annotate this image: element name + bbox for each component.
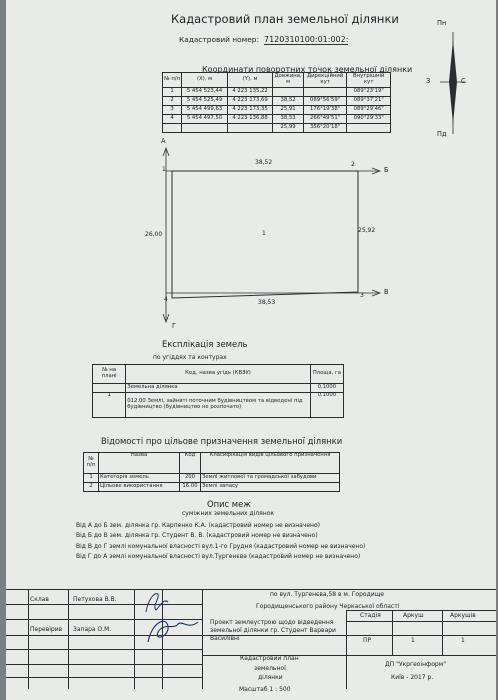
table-cell: 5 454 523,44: [182, 88, 228, 97]
side-length-left: 26,00: [145, 231, 163, 238]
table-header-row: [84, 453, 340, 474]
doc-name-line-3: ділянки: [258, 674, 283, 681]
header-cell: № п/п: [163, 73, 182, 88]
point-number: 1: [162, 166, 166, 173]
compass-rose: [430, 30, 476, 136]
city-year: Київ - 2017 р.: [391, 674, 434, 681]
header-cell: (X), м: [182, 73, 228, 88]
table-cell: 3: [163, 106, 182, 115]
table-row: [163, 124, 391, 133]
cadastral-number: 7120310100:01:002:: [264, 35, 349, 44]
table-cell: 0,1000: [310, 384, 343, 393]
point-letter-a: А: [161, 137, 166, 145]
header-cell: Дирекційний кут: [303, 73, 347, 88]
table-cell: 5 454 525,49: [182, 97, 228, 106]
parcel-plan: [6, 0, 496, 340]
signature-2: [144, 612, 202, 652]
explication-title: Експлікація земель: [162, 339, 248, 349]
project-name: Проект землеустрою щодо відведення земельної ділянки гр. Студент Варвари Василівні: [210, 619, 336, 643]
table-row: [163, 88, 391, 97]
compass-south: Пд: [437, 130, 447, 138]
header-cell: Внутрішній кут: [347, 73, 391, 88]
point-number: 4: [164, 296, 168, 303]
document-sheet: [6, 0, 496, 700]
point-letter-g: Г: [172, 322, 177, 330]
table-cell: [303, 88, 347, 97]
stamp-name-2: Запара О.М.: [73, 626, 112, 633]
table-cell: 089°37'21": [347, 97, 391, 106]
table-cell: [227, 124, 273, 133]
table-header-row: [93, 365, 344, 384]
table-cell: Категорія земель: [99, 474, 180, 483]
header-cell: № п/п: [84, 453, 99, 474]
table-cell: 356°20'18": [303, 124, 347, 133]
table-cell: 0,1000: [310, 393, 343, 418]
coords-title: Координати поворотних точок земельної ділянки: [202, 65, 413, 74]
table-row: [84, 474, 340, 483]
table-cell: 1: [163, 88, 182, 97]
table-row: [163, 97, 391, 106]
border-line: Від А до Б зем. ділянка гр. Карпенко К.А. (кадастровий номер не визначено): [76, 522, 320, 529]
purpose-title: Відомості про цільове призначення земельної ділянки: [101, 436, 343, 446]
table-cell: Земельна ділянка: [126, 384, 310, 393]
table-cell: Цільове використання: [99, 483, 180, 492]
table-cell: [182, 124, 228, 133]
side-length-bottom: 38,53: [258, 299, 276, 306]
point-number: 2: [351, 161, 355, 168]
table-row: [163, 115, 391, 124]
address-line-2: Городищенського району Черкаської області: [256, 603, 400, 610]
table-cell: 25,91: [273, 106, 303, 115]
address-line-1: по вул. Тургенєва,58 в м. Городище: [270, 591, 384, 598]
doc-name-line-1: Кадастровий план: [240, 655, 299, 662]
table-cell: 1: [93, 393, 126, 418]
sheets-value: 1: [461, 637, 465, 644]
table-cell: 200: [180, 474, 201, 483]
table-cell: 089°23'19": [347, 88, 391, 97]
purpose-table: [83, 452, 340, 492]
parcel-number: 1: [262, 230, 266, 237]
side-length-top: 38,52: [255, 159, 273, 166]
header-cell: Код: [180, 453, 201, 474]
table-cell: 089°56'59": [303, 97, 347, 106]
compass-east: С: [461, 77, 466, 85]
cadastral-label: Кадастровий номер:: [179, 35, 259, 44]
table-cell: Землі запасу: [201, 483, 340, 492]
table-header-row: [163, 73, 391, 88]
border-line: Від Г до А землі комунальної власності вул.Тургенєва (кадастровий номер не визначено): [76, 553, 361, 560]
compass-west: З: [426, 77, 431, 85]
table-row: [93, 393, 344, 418]
table-cell: 090°29'33": [347, 115, 391, 124]
header-cell: Площа, га: [310, 365, 343, 384]
stage-value: ПР: [363, 637, 372, 644]
point-number: 3: [360, 292, 364, 299]
point-letter-b: Б: [384, 166, 389, 174]
header-cell: Назва: [99, 453, 180, 474]
table-cell: 2: [163, 97, 182, 106]
border-line: Від Б до В зем. ділянка гр. Студент В. В. (кадастровий номер не визначено): [76, 532, 318, 539]
table-cell: 38,53: [273, 115, 303, 124]
table-cell: 4 223 173,35: [227, 106, 273, 115]
explication-subtitle: по угіддях та контурах: [153, 354, 227, 361]
borders-subtitle: суміжних земельних ділянок: [182, 510, 274, 517]
table-cell: 16.00: [180, 483, 201, 492]
sheets-header: Аркушів: [450, 612, 476, 619]
table-cell: 25,99: [273, 124, 303, 133]
stage-header: Стадія: [360, 612, 381, 619]
header-cell: Класифікація видів цільового призначення: [201, 453, 340, 474]
table-cell: 5 454 499,63: [182, 106, 228, 115]
table-cell: 5 454 497,50: [182, 115, 228, 124]
table-row: [93, 384, 344, 393]
table-cell: 089°29'46": [347, 106, 391, 115]
header-cell: Довжина, м: [273, 73, 303, 88]
table-cell: 176°19'38": [303, 106, 347, 115]
table-cell: 38,52: [273, 97, 303, 106]
coordinates-table: [162, 72, 391, 133]
sheet-value: 1: [411, 637, 415, 644]
table-cell: 4: [163, 115, 182, 124]
table-cell: 4 223 136,88: [227, 115, 273, 124]
borders-title: Опис меж: [207, 499, 251, 509]
stamp-role-1: Склав: [30, 596, 49, 603]
stamp-name-1: Петухова В.В.: [73, 596, 117, 603]
sheet-header: Аркуш: [403, 612, 424, 619]
table-cell: 266°49'51": [303, 115, 347, 124]
table-cell: 012.00 Землі, зайняті поточним будівництвом та відведені під будівництво (будівництво не розпочато): [126, 393, 310, 418]
border-line: Від В до Г землі комунальної власності вул.1-го Грудня (кадастровий номер не визначено): [76, 543, 366, 550]
table-cell: 1: [84, 474, 99, 483]
table-cell: [163, 124, 182, 133]
doc-name-line-2: земельної: [254, 665, 286, 672]
table-cell: [347, 124, 391, 133]
stamp-role-2: Перевірив: [30, 626, 63, 633]
table-cell: [273, 88, 303, 97]
page-title: Кадастровий план земельної ділянки: [171, 12, 399, 26]
scale: Масштаб 1 : 500: [239, 686, 291, 693]
side-length-right: 25,92: [358, 227, 376, 234]
organization: ДП "Укргеоінформ": [385, 661, 446, 668]
compass-north: Пн: [437, 19, 447, 27]
header-cell: Код, назва угідь (КВЗУ): [126, 365, 310, 384]
header-cell: № на плані: [93, 365, 126, 384]
table-cell: 2: [84, 483, 99, 492]
table-row: [84, 483, 340, 492]
point-letter-v: В: [384, 288, 389, 296]
table-cell: 4 223 173,69: [227, 97, 273, 106]
table-cell: Землі житлової та громадської забудови: [201, 474, 340, 483]
explication-table: [92, 364, 344, 418]
table-cell: 4 223 135,22: [227, 88, 273, 97]
header-cell: (Y), м: [227, 73, 273, 88]
table-row: [163, 106, 391, 115]
